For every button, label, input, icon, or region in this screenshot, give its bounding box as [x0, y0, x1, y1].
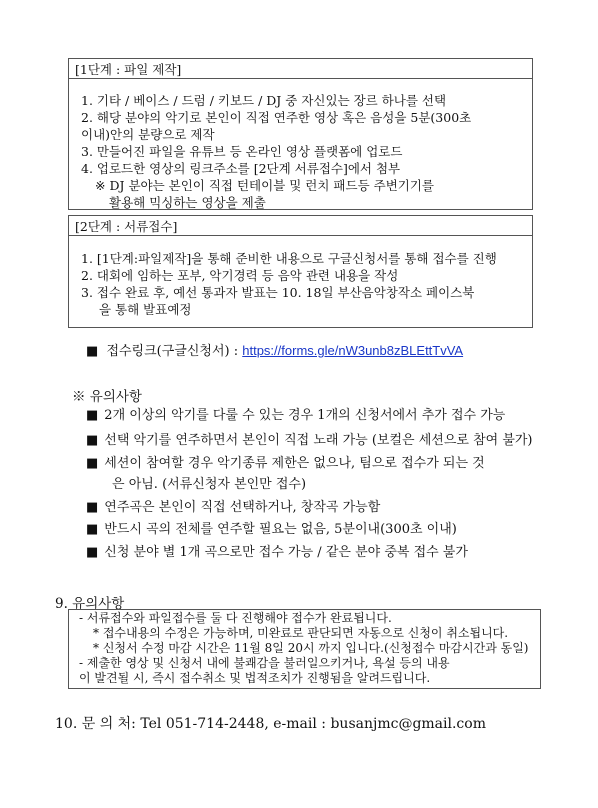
- section9-title: 9. 유의사항: [55, 596, 125, 612]
- section9-notice-box: [68, 609, 541, 689]
- stage1-note: 활용해 믹싱하는 영상을 제출: [109, 195, 266, 210]
- bullet-square-icon: ■: [86, 433, 99, 448]
- notice-line: - 서류접수와 파일접수를 둘 다 진행해야 접수가 완료됩니다.: [79, 611, 392, 625]
- application-link-line: [86, 340, 463, 359]
- cautions-title: ※ 유의사항: [72, 389, 142, 405]
- bullet-square-icon: ■: [86, 456, 99, 471]
- bullet-square-icon: ■: [86, 500, 99, 515]
- caution-text: 2개 이상의 악기를 다룰 수 있는 경우 1개의 신청서에서 추가 접수 가능: [104, 408, 506, 423]
- stage1-item: 3. 만들어진 파일을 유튜브 등 온라인 영상 플랫폼에 업로드: [81, 144, 403, 159]
- stage1-item: 이내)안의 분량으로 제작: [81, 127, 215, 142]
- bullet-square-icon: ■: [86, 408, 99, 423]
- caution-item: [86, 431, 533, 451]
- application-link[interactable]: https://forms.gle/nW3unb8zBLEttTvVA: [242, 343, 464, 358]
- caution-text: 은 아님. (서류신청자 본인만 접수): [112, 477, 307, 492]
- stage2-item: 1. [1단계:파일제작]을 통해 준비한 내용으로 구글신청서를 통해 접수를 진행: [81, 251, 497, 266]
- bullet-square-icon: ■: [86, 522, 99, 537]
- stage2-item: 을 통해 발표예정: [99, 302, 192, 317]
- caution-text: 신청 분야 별 1개 곡으로만 접수 가능 / 같은 분야 중복 접수 불가: [104, 545, 468, 560]
- caution-item: [86, 454, 485, 474]
- stage1-item: 2. 해당 분야의 악기로 본인이 직접 연주한 영상 혹은 음성을 5분(300초: [81, 110, 472, 125]
- stage2-header: [2단계 : 서류접수]: [69, 216, 532, 236]
- contact-info: 10. 문 의 처: Tel 051-714-2448, e-mail : busanjmc@gmail.com: [55, 716, 486, 732]
- notice-line: * 신청서 수정 마감 시간은 11월 8일 20시 까지 입니다.(신청접수 마감시간과 동일): [93, 641, 529, 655]
- stage1-item: 1. 기타 / 베이스 / 드럼 / 키보드 / DJ 중 자신있는 장르 하나를 선택: [81, 93, 447, 108]
- stage1-header: [1단계 : 파일 제작]: [69, 59, 532, 79]
- application-link-label: 접수링크(구글신청서) :: [106, 344, 243, 359]
- caution-text: 반드시 곡의 전체를 연주할 필요는 없음, 5분이내(300초 이내): [104, 522, 457, 537]
- bullet-square-icon: ■: [86, 344, 99, 359]
- stage1-item: 4. 업로드한 영상의 링크주소를 [2단계 서류접수]에서 첨부: [81, 161, 401, 176]
- stage2-box: [68, 215, 533, 328]
- notice-line: * 접수내용의 수정은 가능하며, 미완료로 판단되면 자동으로 신청이 취소됩니다.: [93, 626, 509, 640]
- caution-item: [86, 520, 457, 540]
- stage1-note: ※ DJ 분야는 본인이 직접 턴테이블 및 런치 패드등 주변기기를: [95, 178, 434, 193]
- bullet-square-icon: ■: [86, 545, 99, 560]
- stage1-box: [68, 58, 533, 210]
- notice-line: - 제출한 영상 및 신청서 내에 불쾌감을 불러일으키거나, 욕설 등의 내용: [79, 656, 450, 670]
- caution-text: 연주곡은 본인이 직접 선택하거나, 창작곡 가능함: [104, 500, 381, 515]
- caution-item-continued: [112, 475, 306, 495]
- caution-item: [86, 406, 505, 426]
- caution-item: [86, 498, 380, 518]
- stage2-item: 2. 대회에 임하는 포부, 악기경력 등 음악 관련 내용을 작성: [81, 268, 399, 283]
- stage2-item: 3. 접수 완료 후, 예선 통과자 발표는 10. 18일 부산음악창작소 페이스북: [81, 285, 475, 300]
- caution-item: [86, 543, 468, 563]
- caution-text: 선택 악기를 연주하면서 본인이 직접 노래 가능 (보컬은 세션으로 참여 불가): [104, 433, 533, 448]
- caution-text: 세션이 참여할 경우 악기종류 제한은 없으나, 팀으로 접수가 되는 것: [104, 456, 485, 471]
- notice-line: 이 발견될 시, 즉시 접수취소 및 법적조치가 진행됨을 알려드립니다.: [79, 671, 431, 685]
